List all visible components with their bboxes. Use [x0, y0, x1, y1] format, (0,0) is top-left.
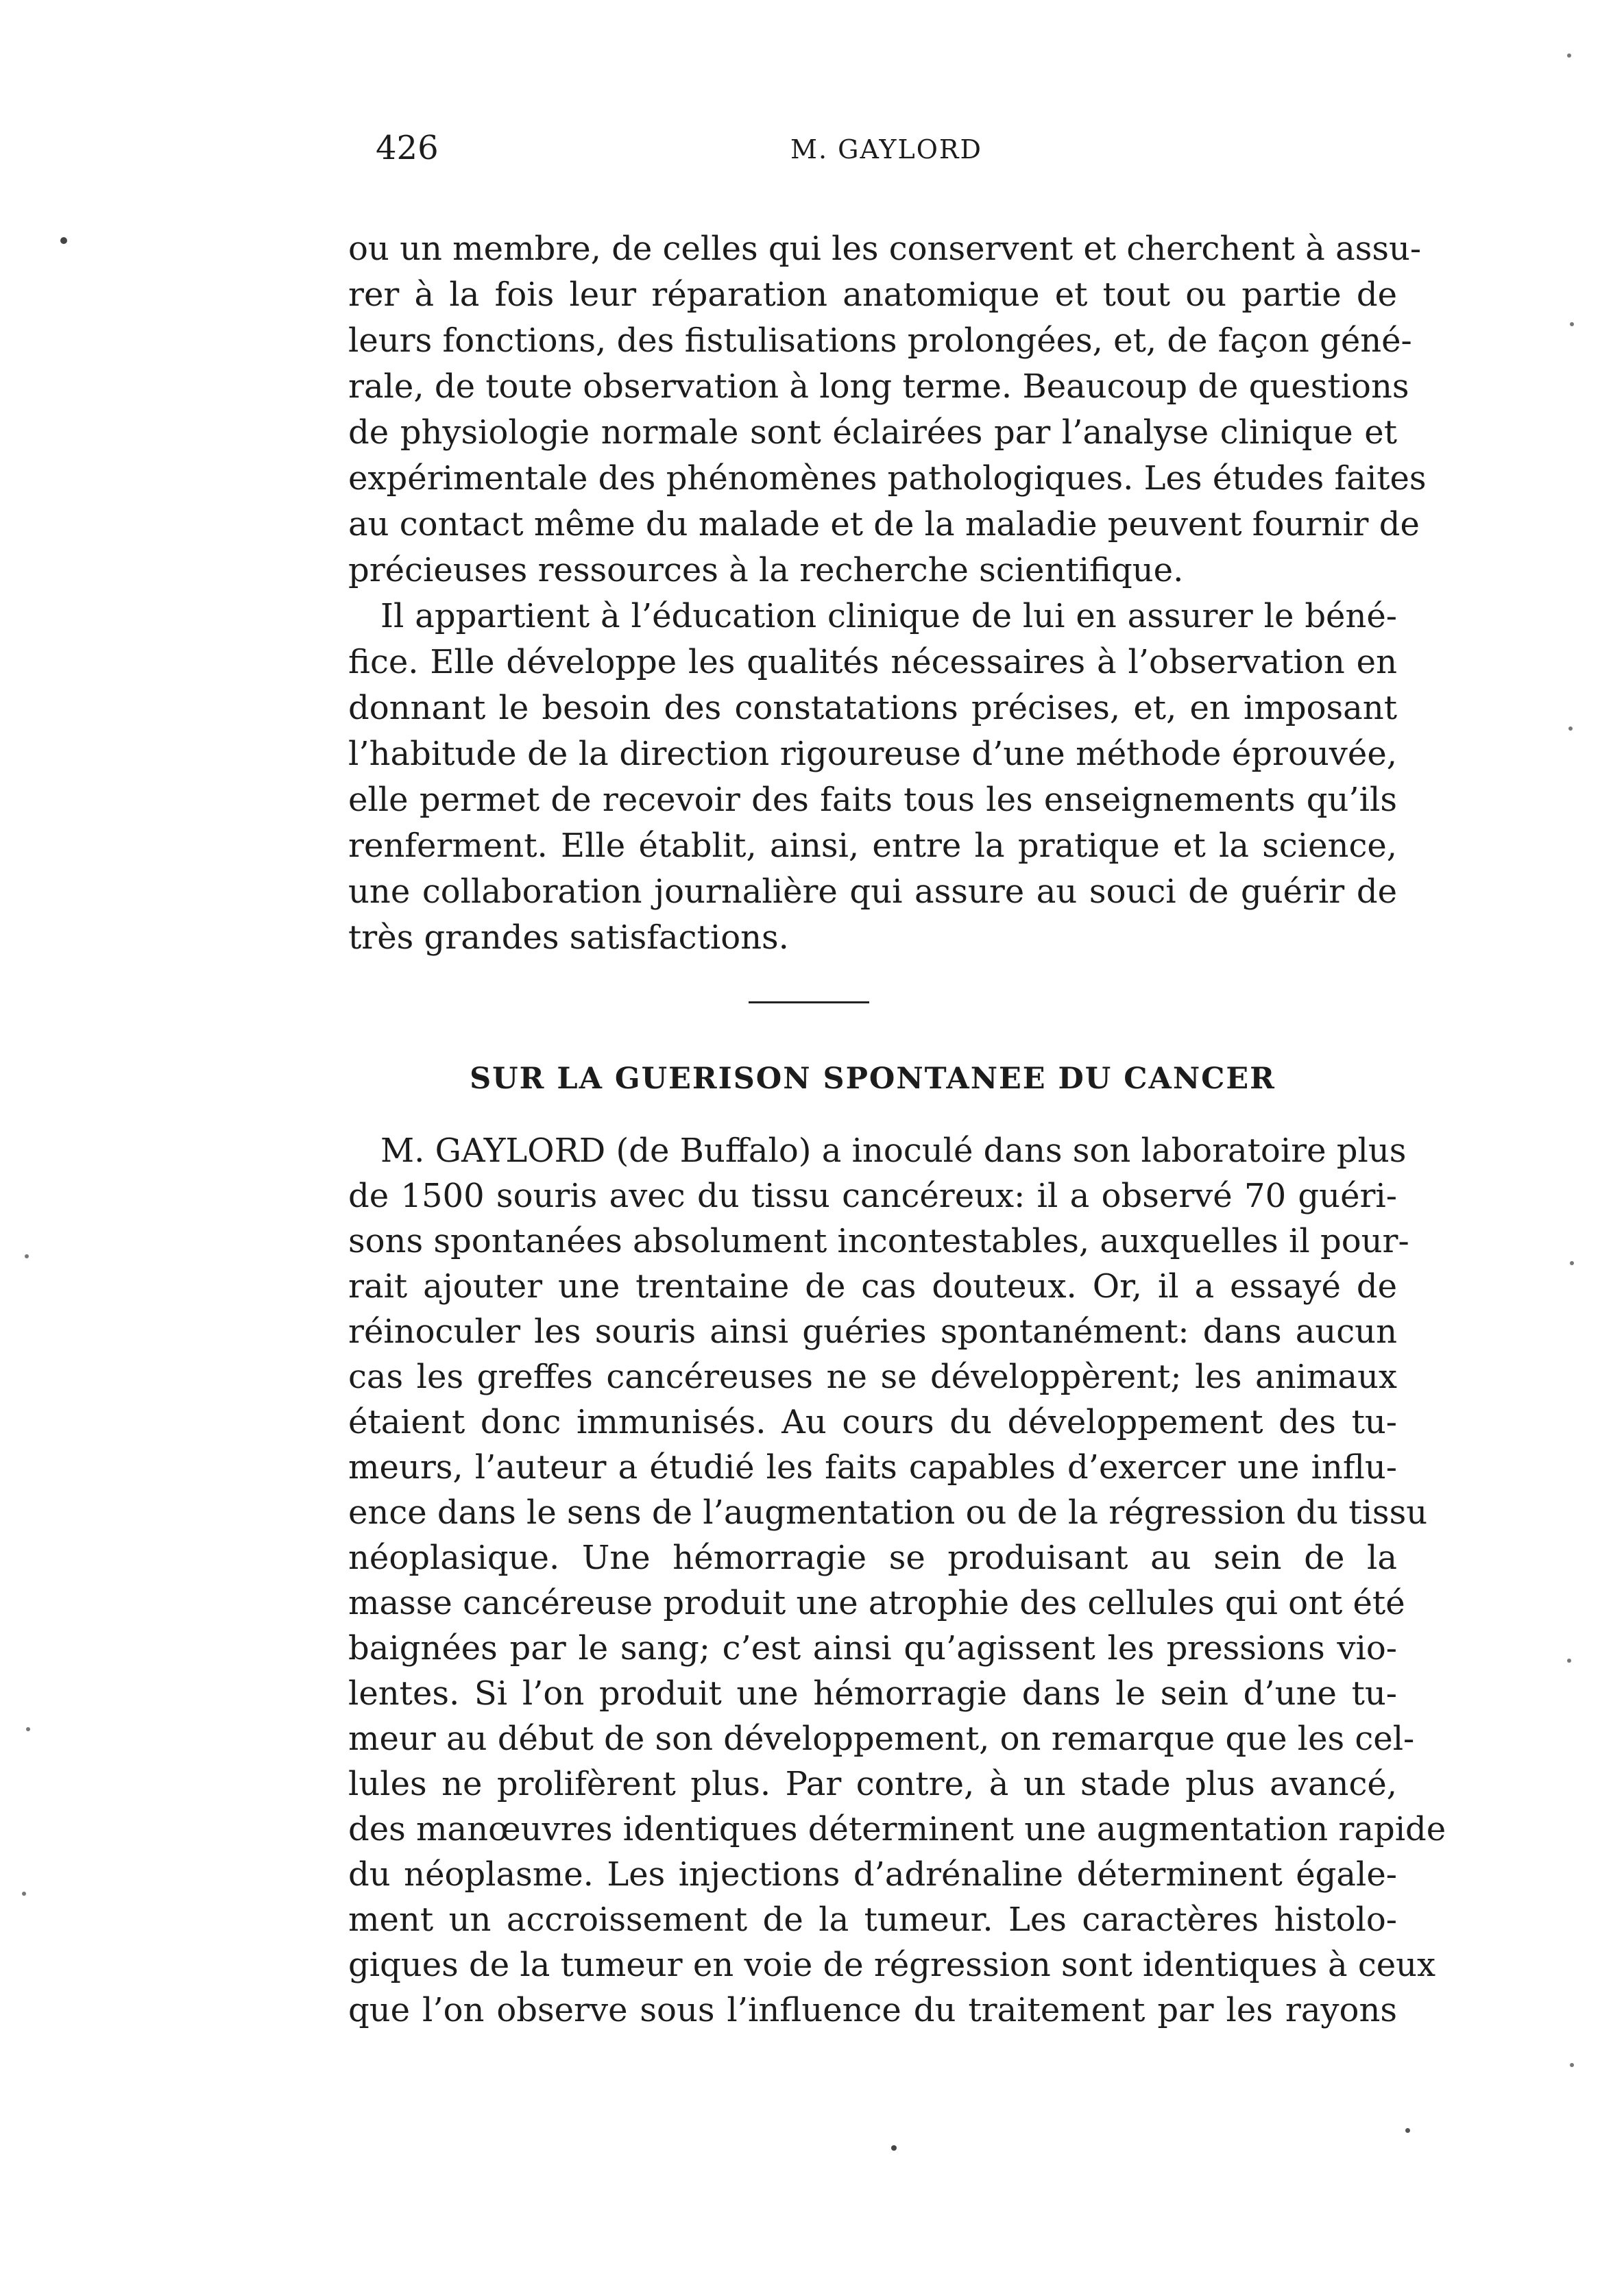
text-line: baignées par le sang; c’est ainsi qu’agissent les pressions vio- [348, 1629, 1397, 1668]
text-line: cas les greffes cancéreuses ne se développèrent; les animaux [348, 1358, 1397, 1396]
text-line: très grandes satisfactions. [348, 918, 789, 957]
text-line: fice. Elle développe les qualités nécessaires à l’observation en [348, 643, 1397, 681]
text-line: giques de la tumeur en voie de régression sont identiques à ceux [348, 1946, 1436, 1984]
text-line: rait ajouter une trentaine de cas douteux. Or, il a essayé de [348, 1267, 1397, 1306]
section-divider [749, 1001, 869, 1003]
text-line: précieuses ressources à la recherche scientifique. [348, 551, 1184, 589]
scan-speck [1570, 322, 1574, 326]
text-line: meurs, l’auteur a étudié les faits capables d’exercer une influ- [348, 1448, 1397, 1487]
text-line: réinoculer les souris ainsi guéries spontanément: dans aucun [348, 1312, 1397, 1351]
text-line: renferment. Elle établit, ainsi, entre la pratique et la science, [348, 827, 1397, 865]
scan-speck [60, 237, 67, 244]
text-line: l’habitude de la direction rigoureuse d’une méthode éprouvée, [348, 735, 1397, 773]
scan-speck [1567, 53, 1571, 58]
scan-speck [1570, 2063, 1574, 2067]
text-line: ment un accroissement de la tumeur. Les caractères histolo- [348, 1901, 1397, 1939]
scan-speck [26, 1727, 30, 1731]
text-line: elle permet de recevoir des faits tous les enseignements qu’ils [348, 781, 1397, 819]
text-line: sons spontanées absolument incontestables, auxquelles il pour- [348, 1222, 1409, 1260]
scan-speck [22, 1892, 26, 1896]
text-line: expérimentale des phénomènes pathologiques. Les études faites [348, 459, 1427, 498]
text-line: étaient donc immunisés. Au cours du développement des tu- [348, 1403, 1397, 1441]
text-line: néoplasique. Une hémorragie se produisant au sein de la [348, 1539, 1397, 1577]
text-line: leurs fonctions, des fistulisations prolongées, et, de façon géné- [348, 321, 1412, 360]
text-line: une collaboration journalière qui assure au souci de guérir de [348, 872, 1397, 911]
text-line: des manœuvres identiques déterminent une augmentation rapide [348, 1810, 1446, 1848]
section-title: SUR LA GUERISON SPONTANEE DU CANCER [470, 1062, 1276, 1096]
text-line: rer à la fois leur réparation anatomique et tout ou partie de [348, 276, 1397, 314]
running-title: M. GAYLORD [790, 134, 982, 164]
text-line: ence dans le sens de l’augmentation ou de la régression du tissu [348, 1493, 1428, 1532]
text-line: lules ne prolifèrent plus. Par contre, à un stade plus avancé, [348, 1765, 1397, 1803]
text-line: Il appartient à l’éducation clinique de lui en assurer le béné- [380, 597, 1397, 635]
text-line: donnant le besoin des constatations précises, et, en imposant [348, 689, 1397, 727]
scan-speck [1405, 2128, 1410, 2133]
text-line: du néoplasme. Les injections d’adrénaline déterminent égale- [348, 1855, 1397, 1894]
text-line: lentes. Si l’on produit une hémorragie dans le sein d’une tu- [348, 1674, 1397, 1713]
running-head [376, 127, 1397, 175]
scan-speck [1568, 726, 1573, 731]
scan-speck [25, 1254, 29, 1258]
text-line: de physiologie normale sont éclairées par l’analyse clinique et [348, 413, 1397, 452]
text-line: rale, de toute observation à long terme. Beaucoup de questions [348, 367, 1409, 406]
scan-speck [1570, 1261, 1574, 1265]
text-line: ou un membre, de celles qui les conservent et cherchent à assu- [348, 230, 1422, 268]
text-line: M. GAYLORD (de Buffalo) a inoculé dans son laboratoire plus [380, 1132, 1407, 1170]
scan-speck [1567, 1659, 1571, 1663]
page-number: 426 [376, 129, 439, 167]
text-line: de 1500 souris avec du tissu cancéreux: il a observé 70 guéri- [348, 1177, 1397, 1215]
text-line: meur au début de son développement, on remarque que les cel- [348, 1720, 1415, 1758]
scan-speck [891, 2145, 897, 2151]
text-line: que l’on observe sous l’influence du traitement par les rayons [348, 1991, 1397, 2029]
text-line: au contact même du malade et de la maladie peuvent fournir de [348, 505, 1420, 544]
text-line: masse cancéreuse produit une atrophie des cellules qui ont été [348, 1584, 1405, 1622]
